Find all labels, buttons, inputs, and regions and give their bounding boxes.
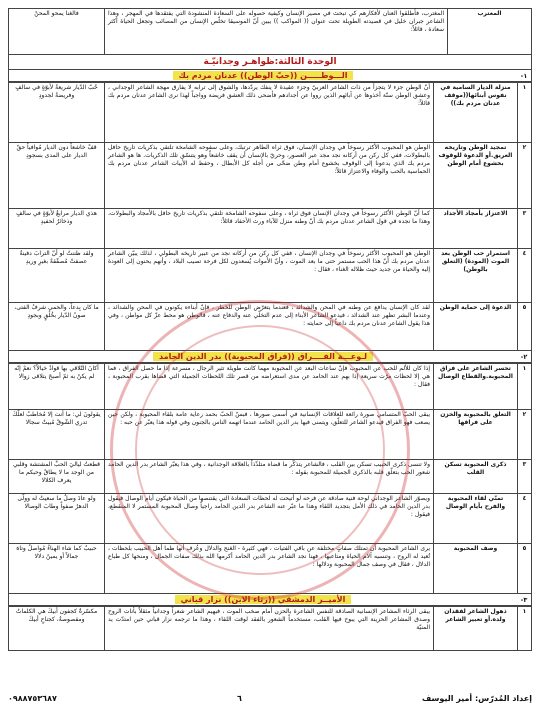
row-topic: الاعتزاز بأمجاد الأجداد (434, 209, 518, 249)
row-topic: المغترب (448, 9, 532, 55)
row-verse: حُبّ الدّيار شريعةٌ لأبوّةٍ في سالفٍ وفريضةٌ لجدودِ (9, 83, 105, 143)
table-row (9, 494, 532, 544)
row-topic: تمنّي لقاء المحبوبة والفرح بأيام الوصال (434, 494, 518, 544)
section-number: ١- (520, 71, 528, 80)
row-number: ٥ (518, 303, 532, 351)
row-number: ١ (518, 83, 532, 143)
row-verse: مكسّرةٌ كجفون أبيكَ هي الكلماتُ ومقصوصةٌ، كجناحِ أبيكَ (9, 607, 105, 651)
unit-title: الوحدة الثالثة:ظواهـر وجدانيّـة (8, 55, 532, 70)
row-body: ولا تنسى ذكرى الحبيب تسكن بين القلب ، فالشاعر يتذكّر ما قضاه متلذّذاً بالعلاقة الوجدانية ، وفي هذا يعبّر الشاعر بدر الدين الحامد شعور الحب بتعلّق قلبه بالذكرى الجميلة للمحبوبة بقوله : (105, 460, 434, 494)
table-row (9, 249, 532, 303)
row-body: المغترب، فأطلقوا العنان لأفكارهم كي تبحث في مصير الإنسان وكيفية حصوله على السعادة المنشودة التي يفتقدها في المهجر ، وهذا الشاعر جبران خليل في قصيدته الطويلة تحت عنوان (( المواكب )) يبين أنّ الموسيقا تخلّص الإنسان من المصائب وتجعل الحياة أكثر سعادة ، قائلاً: (105, 9, 448, 55)
section-2-table (8, 363, 532, 594)
row-number: ٢ (518, 143, 532, 209)
row-verse: قطعتُ لياليَ الحبِّ المشتشة وقلبي من الوجد ما لا يطاقُ وحبكم ما يعرف الكلالا (9, 460, 105, 494)
row-number: ٤ (518, 494, 532, 544)
section-title (9, 352, 517, 361)
top-table (8, 8, 532, 55)
row-number: ١ (518, 607, 532, 651)
row-number: ٣ (518, 209, 532, 249)
row-verse: حبيبٌ كما شاء الهناءُ مُواصلٌ وتاهَ جمالاً أو يمينٌ دلالا (9, 544, 105, 594)
row-verse: فالغنا يمحو المحنْ (9, 9, 105, 55)
row-verse: ولو عادَ وصلٌ ما سعيتُ له وولّى الدهرُ صفواً وطابَ الوصالا (9, 494, 105, 544)
row-verse: قفْ خاشعاً دون الديار مُوافياً حقّ الديار على المدى بسجودِ (9, 143, 105, 209)
row-number: ٤ (518, 249, 532, 303)
row-topic: التعلق بالمحبوبة والحزن على فراقها (434, 410, 518, 460)
row-number: ١ (518, 364, 532, 410)
section-number: ٣- (520, 595, 528, 604)
table-row (9, 364, 532, 410)
row-verse: ولقد ظننتُ لو أنّ الترابَ دفينةٌ عصفتْ مُصفّقةً بغيرِ وريدِ (9, 249, 105, 303)
table-row (9, 83, 532, 143)
row-topic: منزلة الديار السامية في نفوس أبنائها((موقف عدنان مردم بك)) (434, 83, 518, 143)
row-body: إذا كان للألم للحب عن المحبوب فإنّ ساعات البعد عن المحبوبة مهما كانت طويلة تثير الرجال ، مسرعة إذا ما حصل الفراق ، فما هي إلا لحظات مرّت سريعة إذا بهم عند الحامد عن مدى استعراضه من قصر تلك اللحظات الجميلة التي قضاها بقرب المحبوبة ، فقال : (105, 364, 434, 410)
row-topic: الدعوة إلى حماية الوطن (434, 303, 518, 351)
section-title-text: الأميــر الدمشقي ((رثاء الابن)) نزار قباني (175, 595, 352, 604)
row-verse: يقولونَ لي: ما أنت إلا مُخاطبٌ لعلّكَ تدري الشّوقُ مُبيتٌ سجالا (9, 410, 105, 460)
page-footer (8, 690, 532, 706)
table-row (9, 410, 532, 460)
document-page (8, 8, 532, 712)
table-row (9, 607, 532, 651)
row-body: أنّ الوطن جزء لا يتجزأ من ذات الشاعر العربيّ وجزء عقيدة لا ينفك يردّدها، والشوق إلى ترابه لا يفارق مهجة الشاعر الوجداني ، وعشق الوطن سنّة أخذوها عن آبائهم الذين رووا عن أجدادهم فأضحى ذلك العشق فريضة وواجباً لهذا نرى الشاعر عدنان مردم بك قائلاً: (105, 83, 434, 143)
row-body: كما أنّ الوطن الأكثر رسوخاً في وجدان الإنسان فوق ثراه ، وعلى سفوحه الشامخة تلتقي بذكريات تاريخ حافل بالأمجاد والبطولات، وهذا ما نجده في قول الشاعر عدنان مردم بك أنّ وطنه منزل للآباء ورث الأحفاد قائلاً: (105, 209, 434, 249)
row-verse: هذي الديار مرابعٌ لأبوّةٍ في سالفٍ وذخائرٌ لحفيدِ (9, 209, 105, 249)
table-row (9, 143, 532, 209)
section-header-1 (8, 70, 532, 82)
section-title-text: لـوعـــة الفــــراق ((فراق المحبوبة)) بدر الدين الحامد (153, 352, 373, 361)
table-row (9, 544, 532, 594)
row-topic: وصف المحبوبة (434, 544, 518, 594)
footer-author: إعداد المُدرّس: أمير اليوسف (422, 693, 532, 703)
row-body: ويصوّر الشاعر الوجداني لوحة فنية صادقة عن فرحه لو أتيحت له لحظات السعادة التي يقتنصها من الحياة فيكون أيام الوصال فيقول بدر الدين الحامد في ذلك الأمل بتجديد اللقاء وهذا ما عبّر عنه الشاعر بدر الدين الحامد راجياً وصال المحبوبة المستمر لا المنقطع، فيقول : (105, 494, 434, 544)
section-3-table (8, 606, 532, 651)
row-verse: أكانَ التّلاقي بها قوادُ خيالاً؟ نعمْ إنّه لم يكنْ به ثمّ أصبحَ يتلاقى زوالا (9, 364, 105, 410)
table-row (9, 303, 532, 351)
row-body: الوطن هو المحبوب الأكثر رسوخاً في وجدان الإنسان، فوق ثراه الطاهر ترتبك، وعلى سفوحه الشامخة تلتقي بذكريات تاريخ حافل بالبطولات، ففي كل ركن من أركانه نجد مجد عبر العصور، وحريّ بالإنسان أن يقف خاشعاً وهو يتنسّق تلك الذكريات. ها هو الشاعر مردم بك الذي يدعونا إلى الوقوف بخشوع أمام وطن ضحّى من أجله كل الأبطال ، وحفظ له الأبيات الشاعر عدنان مردم بك الحماسية بالحب والوفاء والاعتزاز قائلاً: (105, 143, 434, 209)
section-title (9, 71, 517, 80)
row-body: يرى الشاعر المحبوبة أن تمتلك صفاتٍ مختلفة عن باقي الفتيات ، فهي كثيرة - الغنج والدلال وعُرف أنها ظما أهل الحبيب بلحظات ، تُعيد له الروح ، وتنسيه آلام الحياة ومتاعبها ، فهنا نجد الشاعر بدر الدين الحامد أكرمها الله بذلك صفات الجمال ، ومنحها كل طباع الدلال ، فقال في وصف جمال المحبوبة ودلالها : (105, 544, 434, 594)
row-topic: تمجيد الوطن وتاريخه العريق.أو الدعوة للوقوف بخشوع أمام الوطن (434, 143, 518, 209)
section-number: ٢- (520, 352, 528, 361)
table-row (9, 460, 532, 494)
section-title (9, 595, 517, 604)
section-1-table (8, 82, 532, 351)
row-topic: تحسر الشاعر على فراق المحبوبة.والقطاع الوصال (434, 364, 518, 410)
row-body: الوطن هو المحبوب الأكثر رسوخاً في وجدان الإنسان ، ففي كل ركن من أركانه نجد من عبير تاريخه البطولي ، لذلك يبيّن الشاعر عدنان مردم بك أنّ هذا الحب مستمر حتى ما بعد الموت ، وأنّ الأموات يُسعدون لكل فرحة تصيب البلاد ، وأنهم يحنون إلى العودة إليه والحياة من جديد حيث ظلاله الغناء ، فقال : (105, 249, 434, 303)
table-row (9, 209, 532, 249)
row-body: يبقى الرثاء المشاعر الإنسانية الصادقة للنفس الشاعرة بالحزن أمام صخب الموت ، فيهيم الشاعر شعراً وجدانياً مثقلاً بأنات الروح وصدق المشاعر الحزينة التي يبوح فيها القلب، مستخدماً الشعور بالفقد لوقت اللقاء ، وهذا ما ترجمه نزار قباني حين امتدّت يد المنيّة (105, 607, 434, 651)
section-header-3 (8, 594, 532, 606)
row-verse: ما كان بِدعاً، والحمى شرفُ الفتى، صونُ الدّيار بخُلُقٍ وبجودِ (9, 303, 105, 351)
row-topic: استمرار حب الوطن بعد الموت (المودة) (التعلق بالوطن) (434, 249, 518, 303)
footer-page-number: ٦ (236, 693, 242, 703)
footer-phone: ٠٩٨٨٧٥٣٦٨٧ (8, 693, 57, 703)
table-row (9, 9, 532, 55)
row-body: لقد كان الإنسان يدافع عن وطنه في المحن والشدائد ، فعندما يتعرّض الوطن للخطر ، فإنّ أبناءه يكونون في المحن والشدائد ، وعندما البشر تظهر عند الشدائد ، فيدعو الشاعر الأبناء إلى عدم التخلّي عنه والدفاع عنه ، فالوطن هو محط عزّ كل مواطن ، وفي هذا يقول الشاعر عدنان مردم بك داعياً إلى حمايته : (105, 303, 434, 351)
row-number: ٢ (518, 410, 532, 460)
row-topic: ذهول الشاعر لفقدان ولده.أو تعبير الشاعر (434, 607, 518, 651)
section-title-text: الـــوطـــــن ((حبّ الوطن)) عدنان مردم بك (173, 71, 354, 80)
row-body: يبقى الحبّ المتسامي صورة رائعة للعلاقات الإنسانية في أسمى صورها ، فبسّ الحبّ بحمد رعاية عامة بلقاء المحبوبة ، ولكن حين يصعب فهو الفراق فيدعو الشاعر للتعلّق، ويتمنى فيها بدر الدين الحامد عندما اتهمه الناس بالجنون وفي قوله هذا يعبّر عن حبه : (105, 410, 434, 460)
row-number: ٥ (518, 544, 532, 594)
section-header-2 (8, 351, 532, 363)
row-number: ٣ (518, 460, 532, 494)
row-topic: ذكرى المحبوبة تسكن القلب (434, 460, 518, 494)
